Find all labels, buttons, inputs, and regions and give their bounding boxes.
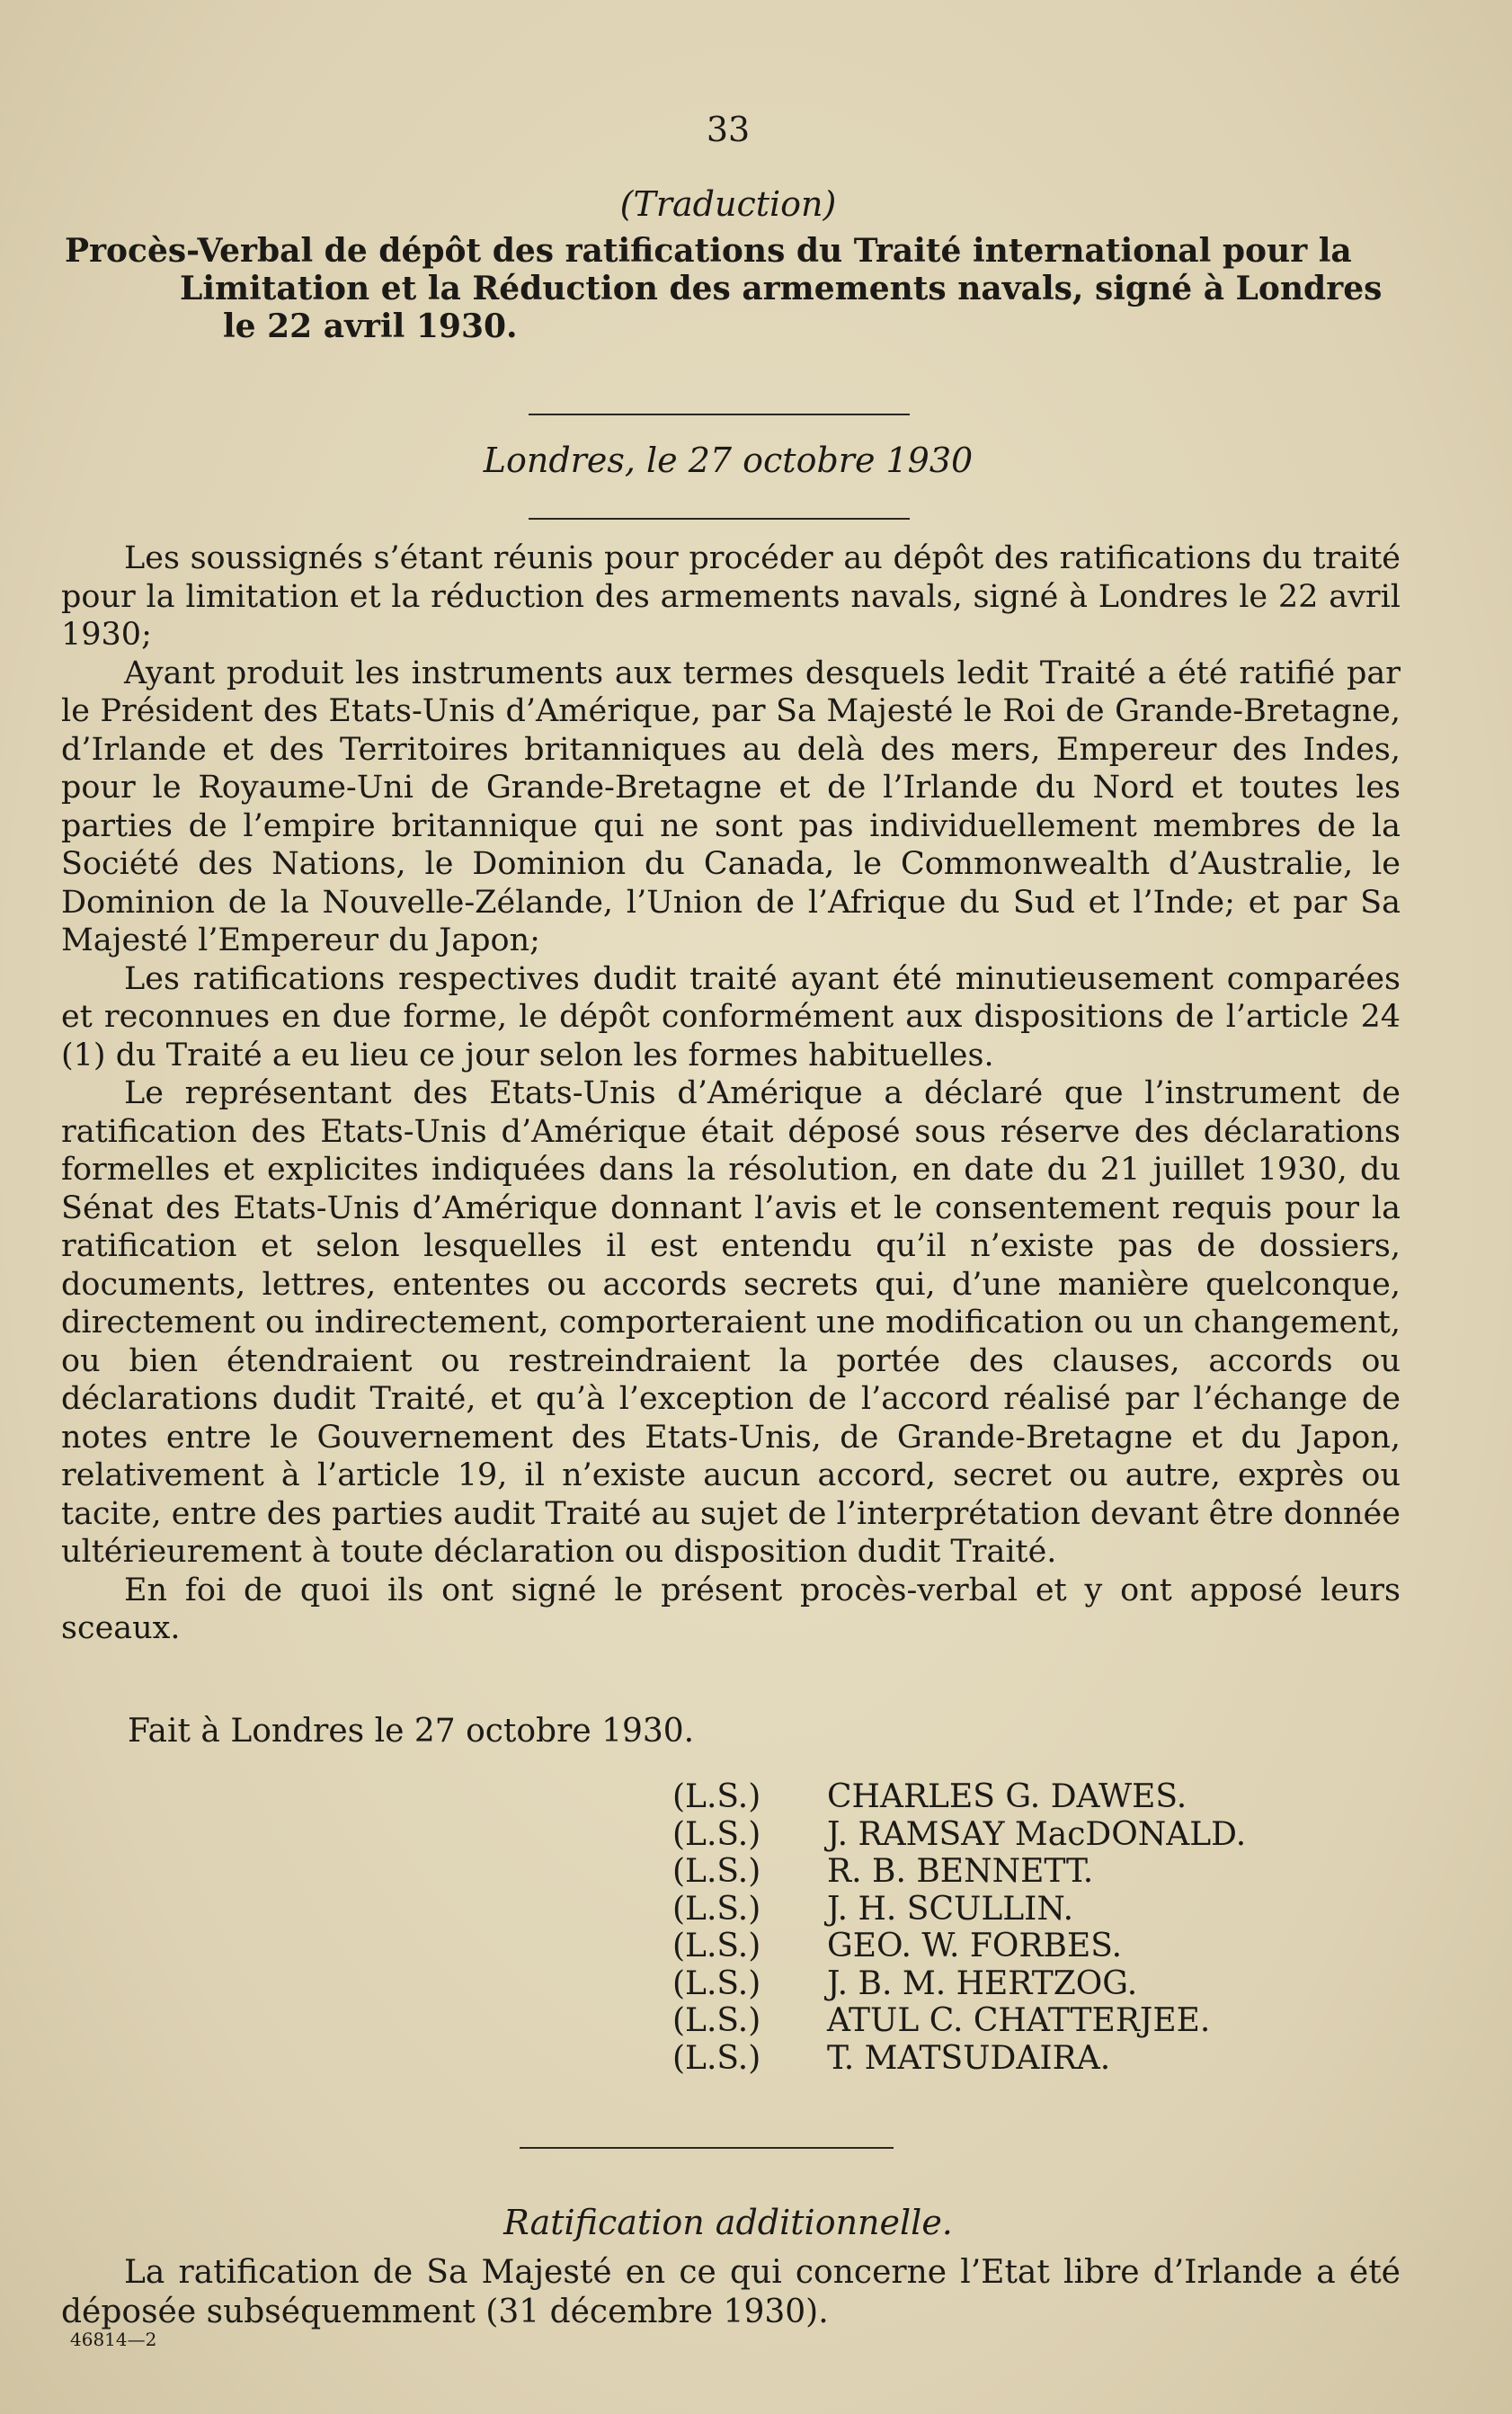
signatory-name: CHARLES G. DAWES. xyxy=(827,1778,1187,1815)
signatory-name: GEO. W. FORBES. xyxy=(827,1928,1123,1964)
title-line-2: Limitation et la Réduction des armements navals, signé à Londres xyxy=(180,270,1383,307)
signatory-name: T. MATSUDAIRA. xyxy=(827,2039,1111,2077)
paragraph-4: Le représentant des Etats-Unis d’Amérique a déclaré que l’instrument de ratification des Etats-Unis d’Amérique était déposé sous réserve des déclarations formelles et explicites indiquées dans la résolution, en date du 21 juillet 1930, du Sénat des Etats-Unis d’Amérique donnant l’avis et le consentement requis pour la ratification et selon lesquelles il est entendu qu’il n’existe pas de dossiers, documents, lettres, ententes ou accords secrets qui, d’une manière quelconque, directement ou indirectement, comporteraient une modification ou un changement, ou bien étendraient ou restreindraient la portée des clauses, accords ou déclarations dudit Traité, et qu’à l’exception de l’accord réalisé par l’échange de notes entre le Gouvernement des Etats-Unis, de Grande-Bretagne et du Japon, relativement à l’article 19, il n’existe aucun accord, secret ou autre, exprès ou tacite, entre des parties audit Traité au sujet de l’interprétation devant être donnée ultérieurement à toute déclaration ou disposition dudit Traité. xyxy=(61,1075,1401,1570)
seal-mark: (L.S.) xyxy=(672,1964,761,2002)
document-title xyxy=(65,232,1404,345)
seal-mark: (L.S.) xyxy=(672,2039,761,2077)
signature-row xyxy=(672,2002,1246,2040)
signatory-name: J. H. SCULLIN. xyxy=(827,1890,1074,1928)
divider-after-dateline xyxy=(529,518,910,520)
divider-top xyxy=(529,414,910,415)
signatory-name: R. B. BENNETT. xyxy=(827,1853,1094,1890)
divider-bottom xyxy=(520,2147,894,2149)
signature-row xyxy=(672,1891,1246,1929)
signature-list xyxy=(672,1778,1246,2077)
seal-mark: (L.S.) xyxy=(672,1815,761,1853)
title-line-1: Procès-Verbal de dépôt des ratifications du Traité international pour la xyxy=(65,232,1352,270)
seal-mark: (L.S.) xyxy=(672,1778,761,1815)
signature-row xyxy=(672,2040,1246,2078)
final-paragraph: La ratification de Sa Majesté en ce qui concerne l’Etat libre d’Irlande a été déposée subséquemment (31 décembre 1930). xyxy=(61,2254,1401,2330)
place-date-line: Fait à Londres le 27 octobre 1930. xyxy=(128,1713,695,1750)
paragraph-3: Les ratifications respectives dudit traité ayant été minutieusement comparées et reconnues en due forme, le dépôt conformément aux dispositions de l’article 24 (1) du Traité a eu lieu ce jour selon les formes habituelles. xyxy=(61,960,1401,1073)
signatory-name: J. RAMSAY MacDONALD. xyxy=(827,1815,1247,1853)
signature-row xyxy=(672,1928,1246,1965)
translation-label: (Traduction) xyxy=(619,184,837,224)
signature-row xyxy=(672,1853,1246,1891)
seal-mark: (L.S.) xyxy=(672,1853,761,1890)
signature-row xyxy=(672,1965,1246,2003)
title-line-3: le 22 avril 1930. xyxy=(223,307,518,345)
signatory-name: ATUL C. CHATTERJEE. xyxy=(827,2002,1211,2039)
section-subheading: Ratification additionnelle. xyxy=(503,2203,953,2242)
page-number: 33 xyxy=(706,110,751,149)
signature-row xyxy=(672,1816,1246,1854)
paragraph-5: En foi de quoi ils ont signé le présent procès-verbal et y ont apposé leurs sceaux. xyxy=(61,1572,1401,1646)
seal-mark: (L.S.) xyxy=(672,1890,761,1928)
dateline: Londres, le 27 octobre 1930 xyxy=(483,441,974,480)
seal-mark: (L.S.) xyxy=(672,1928,761,1964)
paragraph-1: Les soussignés s’étant réunis pour procéder au dépôt des ratifications du traité pour la limitation et la réduction des armements navals, signé à Londres le 22 avril 1930; xyxy=(61,540,1401,653)
signature-row xyxy=(672,1778,1246,1816)
paragraph-2: Ayant produit les instruments aux termes desquels ledit Traité a été ratifié par le Président des Etats-Unis d’Amérique, par Sa Majesté le Roi de Grande-Bretagne, d’Irlande et des Territoires britanniques au delà des mers, Empereur des Indes, pour le Royaume-Uni de Grande-Bretagne et de l’Irlande du Nord et toutes les parties de l’empire britannique qui ne sont pas individuellement membres de la Société des Nations, le Dominion du Canada, le Commonwealth d’Australie, le Dominion de la Nouvelle-Zélande, l’Union de l’Afrique du Sud et l’Inde; et par Sa Majesté l’Empereur du Japon; xyxy=(61,655,1401,958)
seal-mark: (L.S.) xyxy=(672,2002,761,2039)
print-code: 46814—2 xyxy=(70,2329,157,2350)
signatory-name: J. B. M. HERTZOG. xyxy=(827,1964,1138,2002)
body-text xyxy=(61,539,1401,1648)
